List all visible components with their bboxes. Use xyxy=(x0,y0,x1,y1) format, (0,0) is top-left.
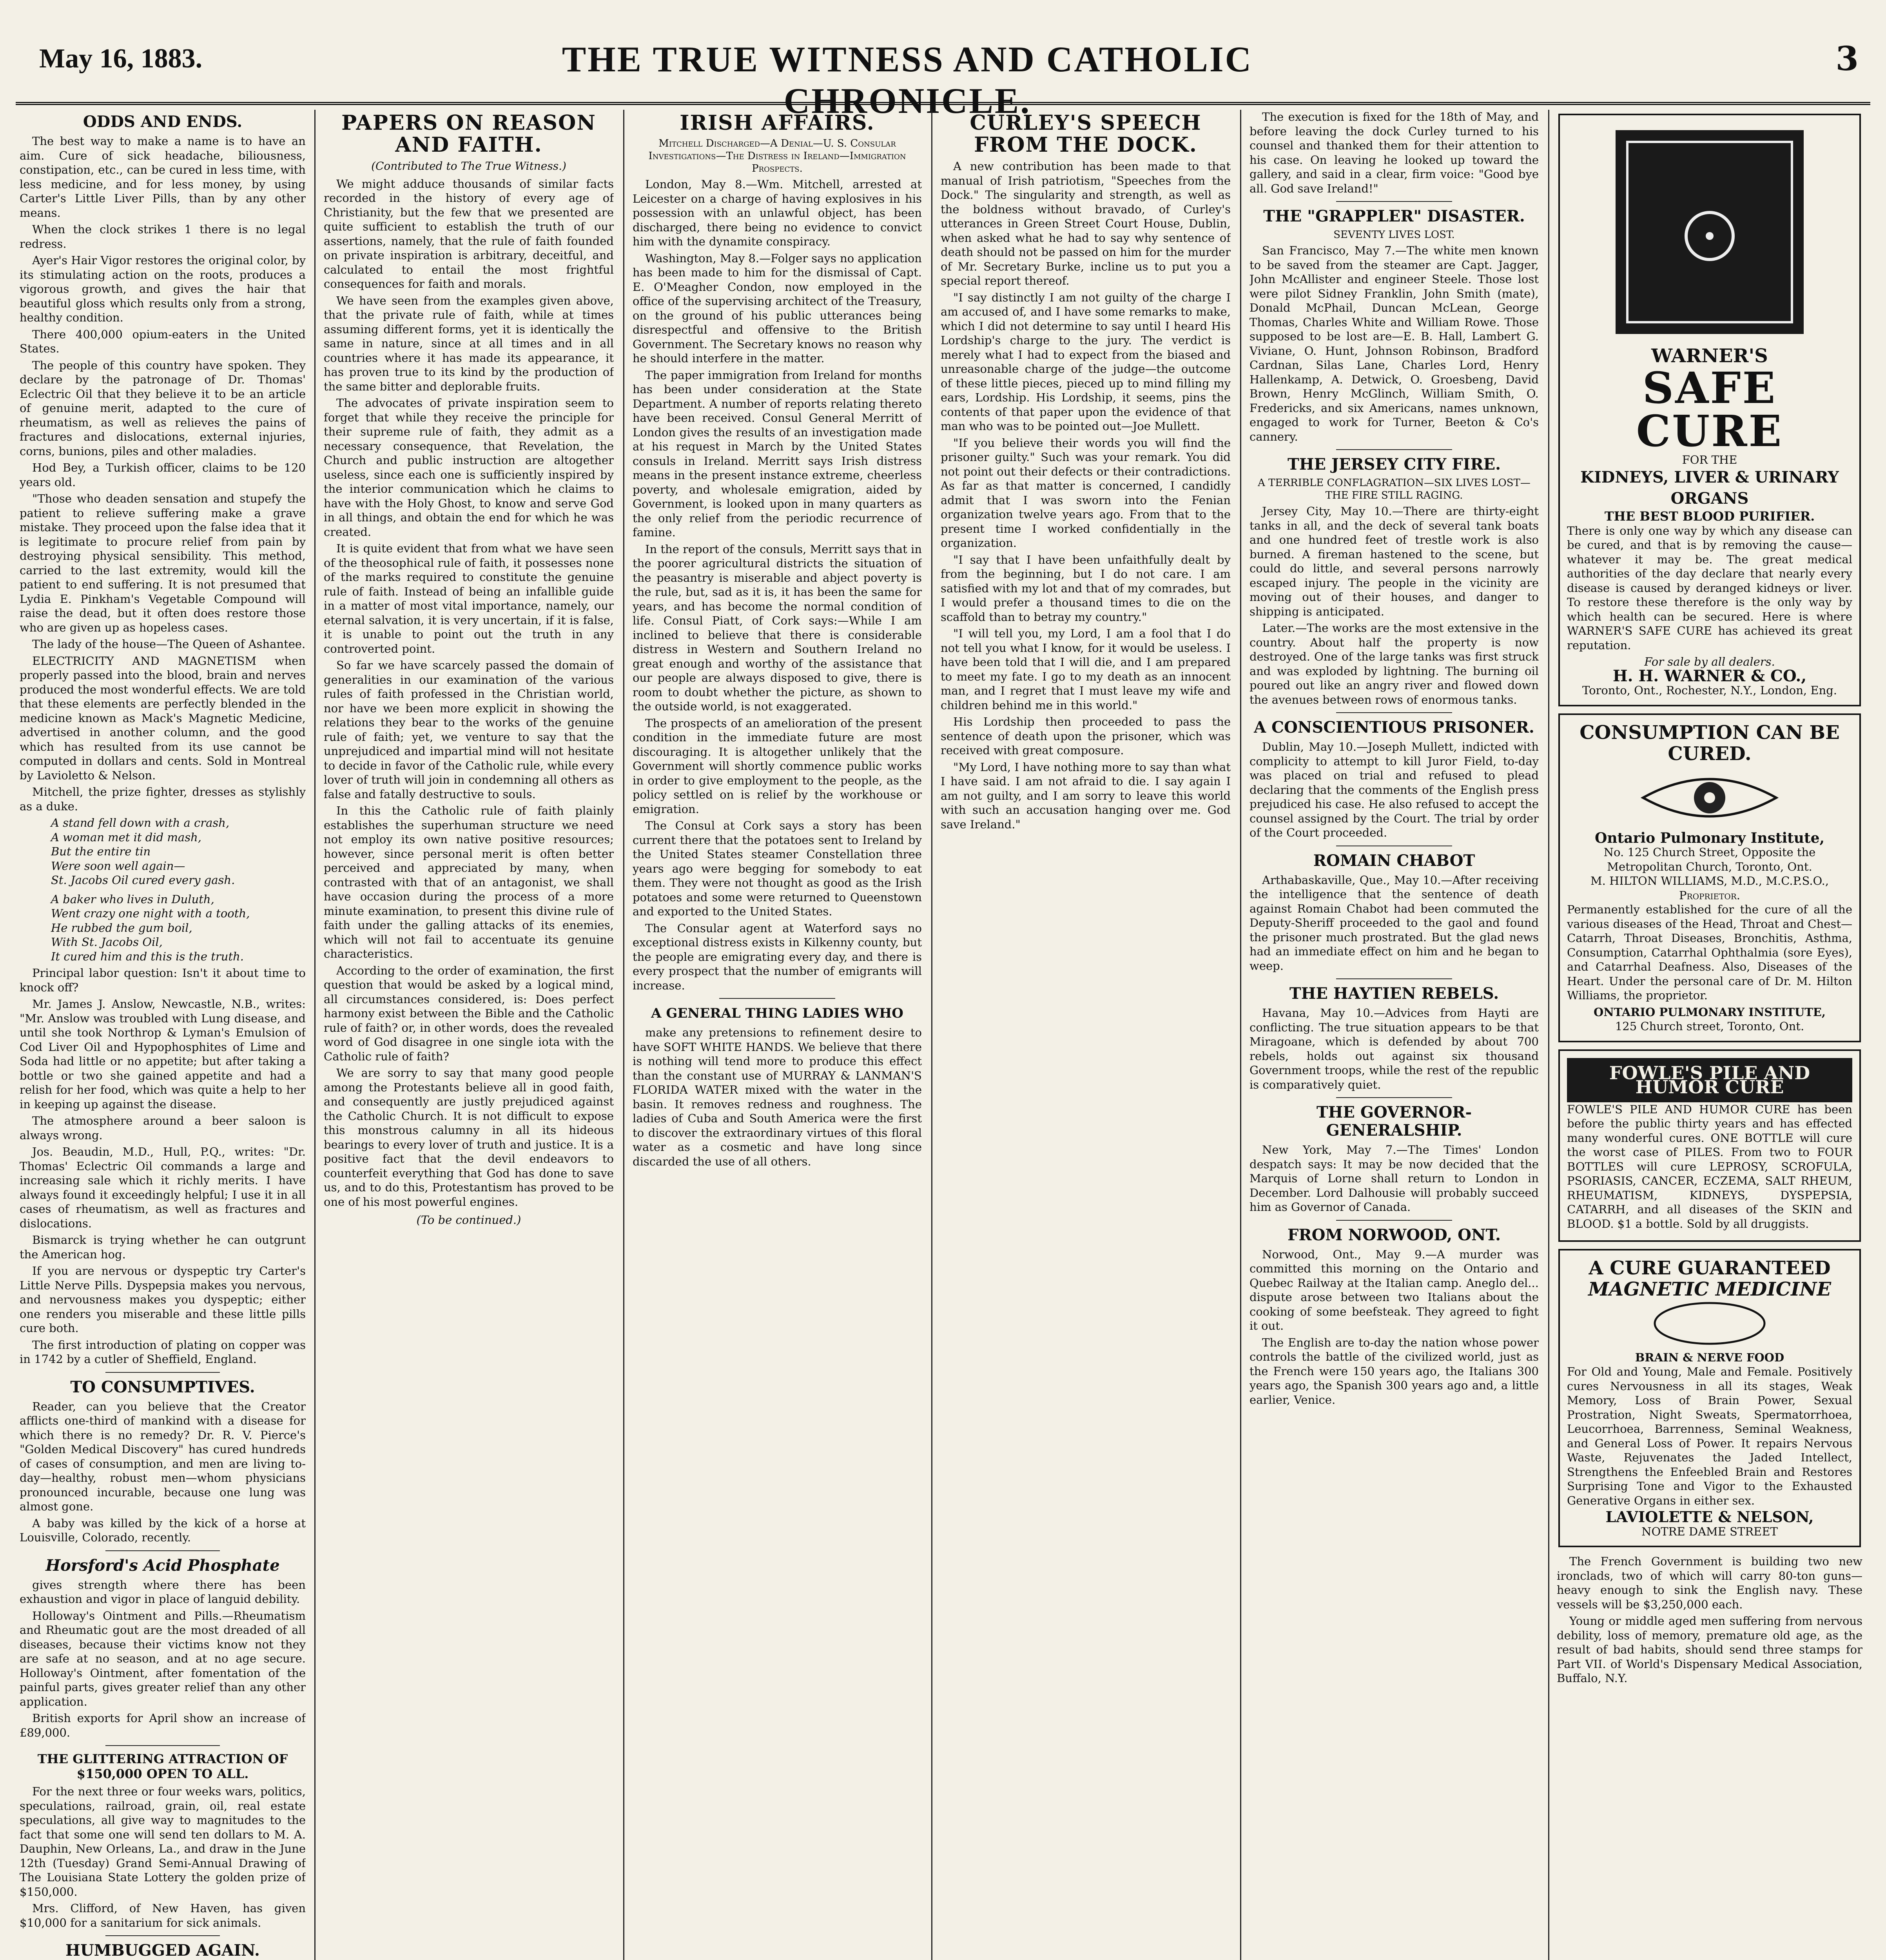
ad-address: 125 Church street, Toronto, Ont. xyxy=(1615,1020,1804,1033)
ad-big-word: SAFE xyxy=(1642,362,1777,413)
paragraph: The Consul at Cork says a story has been current there that the potatoes sent to Ireland by the United States steamer Constellation three years ago were begging for somebody to eat them. They were not thought as good as the Irish potatoes and some were returned to Queenstown and exported to the United States. xyxy=(633,819,922,918)
ad-dealer-address: NOTRE DAME STREET xyxy=(1641,1524,1778,1538)
paragraph: For the next three or four weeks wars, politics, speculations, railroad, grain, oil, real estate speculations, all give way to magnitudes to the fact that some one will send ten dollars to M. A. Dauphin, New Orleans, La., and draw in the June 12th (Tuesday) Grand Semi-Annual Drawing of The Louisiana State Lottery the golden prize of $150,000. xyxy=(20,1785,306,1898)
section-subhead: SEVENTY LIVES LOST. xyxy=(1333,229,1455,241)
paragraph: New York, May 7.—The Times' London despatch says: It may be now decided that the Marquis of Lorne shall return to London in December. Lord Dalhousie will probably succeed him as Governor of Canada. xyxy=(1249,1143,1539,1214)
continued-note: (To be continued.) xyxy=(416,1213,521,1227)
divider xyxy=(1336,201,1452,202)
ad-text: FOWLE'S PILE AND HUMOR CURE has been before the public thirty years and has effected many wonderful cures. ONE BOTTLE will cure the worst case of PILES. From two to FOUR BOTTLES will cure LEPROSY, SCROFULA, PSORIASIS, CANCER, ECZEMA, SALT RHEUM, RHEUMATISM, KIDNEYS, DYSPEPSIA, CATARRH, and all diseases of the SKIN and BLOOD. $1 a bottle. Sold by all druggists. xyxy=(1567,1102,1852,1230)
article-headline: CURLEY'S SPEECH FROM THE DOCK. xyxy=(970,111,1202,157)
verse-line: A stand fell down with a crash, xyxy=(51,816,230,829)
paragraph: Mitchell, the prize fighter, dresses as stylishly as a duke. xyxy=(20,785,306,813)
paragraph: "My Lord, I have nothing more to say than what I have said. I am not afraid to die. I say again I am not guilty, and I am sorry to leave this world with such an accusation hanging over me. God save Ireland." xyxy=(941,760,1231,831)
column-curleys-speech xyxy=(941,110,1231,1960)
paragraph: The first introduction of plating on copper was in 1742 by a cutler of Sheffield, England. xyxy=(20,1338,306,1366)
paragraph: Mr. James J. Anslow, Newcastle, N.B., writes: "Mr. Anslow was troubled with Lung disease, and until she took Northrop & Lyman's Emulsion of Cod Liver Oil and Hypophosphites of Lime and Soda had little or no appetite; but after taking a bottle or two she gained appetite and had a relish for her food, which was quite a help to her in keeping up against the disease. xyxy=(20,997,306,1111)
ad-dealer: LAVIOLETTE & NELSON, xyxy=(1605,1508,1814,1526)
ad-tagline: THE BEST BLOOD PURIFIER. xyxy=(1604,509,1815,524)
section-heading: A GENERAL THING LADIES WHO xyxy=(651,1005,903,1021)
paragraph: The paper immigration from Ireland for months has been under consideration at the State Department. A number of reports relating thereto have been received. Consul General Merritt of London gives the results of an investigation made at his request in March by the United States consuls in Ireland. Merritt says Irish distress means in the present instance extreme, cheerless poverty, and wholesale emigration, aided by Government, is looked upon in many quarters as the only relief from the periodic recurrence of famine. xyxy=(633,368,922,539)
paragraph: We might adduce thousands of similar facts recorded in the history of every age of Christianity, but the few that we presented are quite sufficient to establish the truth of our assertions, namely, that the rule of faith founded on private inspiration is arbitrary, deceitful, and calculated to entail the most frightful consequences for faith and morals. xyxy=(324,177,614,290)
paragraph: "I say that I have been unfaithfully dealt by from the beginning, but I do not care. I am satisfied with my lot and that of my comrades, but I would prefer a thousand times to die on the scaffold than to betray my country." xyxy=(941,553,1231,624)
paragraph: "Those who deaden sensation and stupefy the patient to relieve suffering make a grave mistake. They proceed upon the false idea that it is legitimate to procure relief from pain by destroying physical sensibility. This method, carried to the last extremity, would kill the patient to end suffering. It is not presumed that Lydia E. Pinkham's Vegetable Compound will raise the dead, but it often does restore those who are given up as hopeless cases. xyxy=(20,492,306,634)
divider xyxy=(1336,1220,1452,1221)
paragraph: ELECTRICITY AND MAGNETISM when properly passed into the blood, brain and nerves produced the most wonderful effects. We are told that these elements are perfectly blended in the medicine known as Mack's Magnetic Medicine, advertised in another column, and the good which has resulted from its use cannot be computed in dollars and cents. Sold in Montreal by Lavioletto & Nelson. xyxy=(20,654,306,782)
safe-icon xyxy=(1608,122,1812,342)
paragraph: British exports for April show an increase of £89,000. xyxy=(20,1711,306,1739)
column-news xyxy=(1249,110,1539,1960)
paragraph: Bismarck is trying whether he can outgrunt the American hog. xyxy=(20,1233,306,1261)
paragraph: So far we have scarcely passed the domain of generalities in our examination of the various rules of faith professed in the Christian world, nor have we been more explicit in showing the relations they bear to the works of the genuine rule of faith; yet, we venture to say that the unprejudiced and impartial mind will not hesitate to decide in favor of the Catholic rule, while every lover of truth will join in condemning all others as false and fatally destructive to souls. xyxy=(324,659,614,801)
verse-line: Were soon well again— xyxy=(51,859,185,873)
verse-line: It cured him and this is the truth. xyxy=(51,949,244,963)
paragraph: The advocates of private inspiration seem to forget that while they receive the principle for their supreme rule of faith, they admit as a necessary consequence, that Revelation, the Church and public instruction are altogether useless, since each one is sufficiently inspired by the interior communication which he claims to have with the Holy Ghost, to know and serve God in all things, and obtain the end for which he was created. xyxy=(324,396,614,539)
paragraph: A new contribution has been made to that manual of Irish patriotism, "Speeches from the Dock." The singularity and strength, as well as the boldness without bravado, of Curley's utterances in Green Street Court House, Dublin, when asked what he had to say why sentence of death should not be passed on him for the murder of Mr. Secretary Burke, incline us to put you a special report thereof. xyxy=(941,160,1231,287)
paragraph: In this the Catholic rule of faith plainly establishes the superhuman structure we need not employ its own native positive resources; however, since personal merit is often better perceived and appreciated by many, when contrasted with that of an antagonist, we shall have occasion during the process of a more minute examination, to present this divine rule of faith under the galling attacks of its enemies, which will not fail to accentuate its genuine characteristics. xyxy=(324,804,614,960)
masthead xyxy=(16,27,1870,121)
ad-for: FOR THE xyxy=(1682,453,1737,466)
ad-brand: WARNER'S xyxy=(1651,345,1768,367)
paragraph: Arthabaskaville, Que., May 10.—After receiving the intelligence that the sentence of death against Romain Chabot had been commuted the Deputy-Sheriff proceeded to the gaol and found the prisoner much prostrated. But the glad news had an immediate effect on him and he began to weep. xyxy=(1249,873,1539,973)
column-reason-and-faith xyxy=(324,110,614,1960)
verse-line: But the entire tin xyxy=(51,845,151,858)
paragraph: The best way to make a name is to have an aim. Cure of sick headache, biliousness, constipation, etc., can be cured in less time, with less medicine, and for less money, by using Carter's Little Liver Pills, than by any other means. xyxy=(20,134,306,220)
paragraph: The Consular agent at Waterford says no exceptional distress exists in Kilkenny county, but the people are emigrating every day, and there is every prospect that the number of emigrants will increase. xyxy=(633,921,922,992)
paragraph: In the report of the consuls, Merritt says that in the poorer agricultural districts the situation of the peasantry is miserable and abject poverty is the rule, but, sad as it is, it has been the same for years, and has become the normal condition of life. Consul Piatt, of Cork says:—While I am inclined to believe that there is considerable distress in Western and Southern Ireland no great enough and worthy of the assistance that our people are always disposed to give, there is room to doubt whether the picture, as shown to the outside world, is not exaggerated. xyxy=(633,542,922,713)
paragraph: Holloway's Ointment and Pills.—Rheumatism and Rheumatic gout are the most dreaded of all diseases, because their victims know not they are safe at no season, and at no age secure. Holloway's Ointment, after fomentation of the painful parts, gives greater relief than any other application. xyxy=(20,1609,306,1708)
column-rule xyxy=(1548,110,1549,1960)
ad-fowles-pile-cure xyxy=(1558,1049,1861,1242)
paragraph: Jersey City, May 10.—There are thirty-eight tanks in all, and the deck of several tank boats and one hundred feet of trestle work is also burned. A fireman hastened to the scene, but could do little, and several persons narrowly escaped injury. The people in the vicinity are moving out of their houses, and danger to shipping is anticipated. xyxy=(1249,505,1539,618)
column-rule xyxy=(931,110,932,1960)
paragraph: His Lordship then proceeded to pass the sentence of death upon the prisoner, which was received with great composure. xyxy=(941,715,1231,757)
ad-address: ONTARIO PULMONARY INSTITUTE, xyxy=(1594,1005,1826,1019)
ad-title: KIDNEYS, LIVER & URINARY ORGANS xyxy=(1580,468,1839,508)
eye-icon xyxy=(1639,768,1780,827)
ad-text: Permanently established for the cure of all the various diseases of the Head, Throat and Chest—Catarrh, Throat Diseases, Bronchitis, Asthma, Consumption, Catarrhal Ophthalmia (sore Eyes), and Catarrhal Deafness. Also, Diseases of the Heart. Under the personal care of Dr. M. Hilton Williams, the proprietor. xyxy=(1567,903,1852,1002)
ad-title: A CURE GUARANTEED xyxy=(1589,1257,1831,1279)
paragraph: If you are nervous or dyspeptic try Carter's Little Nerve Pills. Dyspepsia makes you nervous, and nervousness makes you dyspeptic; either one renders you miserable and these little pills cure both. xyxy=(20,1264,306,1335)
paragraph: The French Government is building two new ironclads, two of which will carry 80-ton guns—heavy enough to sink the English navy. These vessels will be $3,250,000 each. xyxy=(1557,1555,1862,1611)
paragraph: Norwood, Ont., May 9.—A murder was committed this morning on the Ontario and Quebec Railway at the Italian camp. Aneglo del... dispute arose between two Italians about the cooking of some beefsteak. They agreed to fight it out. xyxy=(1249,1247,1539,1332)
ad-text: There is only one way by which any disease can be cured, and that is by removing the cause—whatever it may be. The great medical authorities of the day declare that nearly every disease is caused by deranged kidneys or liver. To restore these therefore is the only way by which health can be secured. Here is where WARNER'S SAFE CURE has achieved its great reputation. xyxy=(1567,524,1852,652)
newspaper-title: THE TRUE WITNESS AND CATHOLIC CHRONICLE. xyxy=(562,39,1253,121)
ad-address: No. 125 Church Street, Opposite the Metropolitan Church, Toronto, Ont. xyxy=(1603,846,1816,873)
paragraph: The English are to-day the nation whose power controls the battle of the civilized world, just as the French were 150 years ago, the Italians 300 years ago, the Spanish 300 years ago and, a little earlier, Venice. xyxy=(1249,1336,1539,1406)
ad-address: Toronto, Ont., Rochester, N.Y., London, Eng. xyxy=(1582,684,1837,697)
verse-line: St. Jacobs Oil cured every gash. xyxy=(51,873,235,887)
paragraph: The atmosphere around a beer saloon is always wrong. xyxy=(20,1114,306,1142)
ad-text: For Old and Young, Male and Female. Positively cures Nervousness in all its stages, Weak Memory, Loss of Brain Power, Sexual Prostration, Night Sweats, Spermatorrhoea, Leucorrhoea, Barrenness, Seminal Weakness, and General Loss of Power. It repairs Nervous Waste, Rejuvenates the Jaded Intellect, Strengthens the Enfeebled Brain and Restores Surprising Tone and Vigor to the Exhausted Generative Organs in either sex. xyxy=(1567,1365,1852,1507)
ad-banner: FOWLE'S PILE AND HUMOR CURE xyxy=(1567,1058,1852,1102)
paragraph: Later.—The works are the most extensive in the country. About half the property is now destroyed. One of the large tanks was first struck and was exploded by lightning. The burning oil poured out like an angry river and flowed down the avenues between rows of enormous tanks. xyxy=(1249,621,1539,706)
paragraph: San Francisco, May 7.—The white men known to be saved from the steamer are Capt. Jagger, John McAllister and engineer Steele. Those lost were pilot Sidney Franklin, John Smith (mate), Donald McPhail, Duncan McLean, George Thomas, Charles White and William Rowe. Those supposed to be lost are—E. B. Hall, Lambert G. Viviane, O. Hunt, Johnson Robinson, Bradford Cardnan, Silas Lane, Charles Lord, Henry Hallenkamp, A. Detwick, O. Groesbeng, David Brown, Henry McGlinch, William Smith, O. Fredericks, and six Americans, names unknown, engaged to work for Turner, Beeton & Co's cannery. xyxy=(1249,244,1539,443)
paragraph: The prospects of an amelioration of the present condition in the immediate future are most discouraging. It is altogether unlikely that the Government will shortly commence public works in order to give employment to the people, as the policy settled on is relief by the workhouse or emigration. xyxy=(633,716,922,816)
ad-big-word: CURE xyxy=(1636,405,1783,456)
section-heading: A CONSCIENTIOUS PRISONER. xyxy=(1254,718,1534,737)
divider xyxy=(1336,978,1452,979)
ad-magnetic-medicine xyxy=(1558,1249,1861,1547)
verse xyxy=(51,816,306,964)
verse-line: Went crazy one night with a tooth, xyxy=(51,907,250,920)
section-subhead: A TERRIBLE CONFLAGRATION—SIX LIVES LOST—THE FIRE STILL RAGING. xyxy=(1258,477,1531,501)
divider xyxy=(1336,712,1452,713)
section-heading: Horsford's Acid Phosphate xyxy=(45,1556,280,1575)
article-headline: IRISH AFFAIRS. xyxy=(680,111,875,135)
paragraph: A baby was killed by the kick of a horse at Louisville, Colorado, recently. xyxy=(20,1516,306,1544)
column-irish-affairs xyxy=(633,110,922,1960)
divider xyxy=(105,1550,220,1551)
section-heading: THE JERSEY CITY FIRE. xyxy=(1287,455,1501,474)
divider xyxy=(1336,1097,1452,1098)
ad-warners-safe-cure xyxy=(1558,114,1861,706)
paragraph: We are sorry to say that many good people among the Protestants believe all in good faith, and consequently are justly prejudiced against the Catholic Church. It is not difficult to expose this monstrous calumny in all its hideous bearings to every lover of truth and justice. It is a positive fact that the devil endeavors to counterfeit everything that God has done to save us, and to do this, Protestantism has proved to be one of his most powerful engines. xyxy=(324,1066,614,1209)
ad-sold: For sale by all dealers. xyxy=(1644,655,1775,668)
column-rule xyxy=(1240,110,1241,1960)
paragraph: Dublin, May 10.—Joseph Mullett, indicted with complicity to attempt to kill Juror Field, to-day was placed on trial and refused to plead declaring that the comments of the English press prejudiced his case. He also refused to accept the counsel assigned by the Court. The trial by order of the Court proceeded. xyxy=(1249,740,1539,839)
section-heading: ROMAIN CHABOT xyxy=(1313,851,1475,870)
paragraph: "I say distinctly I am not guilty of the charge I am accused of, and I have some remarks to make, which I did not determine to say until I heard His Lordship's charge to the jury. The verdict is merely what I had to expect from the biased and unreasonable charge of the judge—the outcome of these little pieces, pieced up to mind filling my ears, Lordship. His Lordship, it seems, pins the contents of that paper upon the evidence of that man who was to be pointed out—Joe Mullett. xyxy=(941,290,1231,433)
ad-subtitle: MAGNETIC MEDICINE xyxy=(1588,1278,1831,1300)
divider xyxy=(105,1372,220,1373)
ad-maker: H. H. WARNER & CO., xyxy=(1612,666,1807,685)
ad-doctor: M. HILTON WILLIAMS, M.D., M.C.P.S.O., Proprietor. xyxy=(1590,874,1829,902)
paragraph: Principal labor question: Isn't it about time to knock off? xyxy=(20,966,306,994)
divider xyxy=(1336,449,1452,450)
divider xyxy=(105,1935,220,1936)
issue-date: May 16, 1883. xyxy=(39,44,203,74)
paragraph: Washington, May 8.—Folger says no application has been made to him for the dismissal of Capt. E. O'Meagher Condon, now employed in the office of the supervising architect of the Treasury, on the ground of his public utterances being disrespectful and offensive to the British Government. The Secretary knows no reason why he should interfere in the matter. xyxy=(633,251,922,365)
ad-trade: BRAIN & NERVE FOOD xyxy=(1635,1350,1784,1364)
ad-consumption xyxy=(1558,713,1861,1042)
column-rule xyxy=(314,110,316,1960)
ad-institute: Ontario Pulmonary Institute, xyxy=(1594,829,1825,846)
column-odds-and-ends xyxy=(20,110,306,1960)
page-number: 3 xyxy=(1835,39,1859,78)
paragraph: Hod Bey, a Turkish officer, claims to be 120 years old. xyxy=(20,461,306,489)
verse-line: With St. Jacobs Oil, xyxy=(51,935,163,949)
paragraph: We have seen from the examples given above, that the private rule of faith, while at times assuming different forms, yet it is identically the same in nature, since at all times and in all countries where it has made its appearance, it has proven true to its kind by the production of the same bitter and deplorable fruits. xyxy=(324,294,614,393)
section-heading: THE GOVERNOR-GENERALSHIP. xyxy=(1316,1103,1472,1140)
article-subhead: Mitchell Discharged—A Denial—U. S. Consular Investigations—The Distress in Ireland—Immigration Prospects. xyxy=(648,138,906,174)
paragraph: Jos. Beaudin, M.D., Hull, P.Q., writes: "Dr. Thomas' Eclectric Oil commands a large and increasing sale which it richly merits. I have always found it exceedingly helpful; I use it in all cases of rheumatism, as well as fractures and dislocations. xyxy=(20,1145,306,1230)
verse-line: He rubbed the gum boil, xyxy=(51,921,192,935)
paragraph: The execution is fixed for the 18th of May, and before leaving the dock Curley turned to his counsel and thanked them for their attention to his case. On leaving he looked up toward the gallery, and said in a clear, firm voice: "Good bye all. God save Ireland!" xyxy=(1249,110,1539,195)
paragraph: There 400,000 opium-eaters in the United States. xyxy=(20,327,306,355)
section-heading: FROM NORWOOD, ONT. xyxy=(1287,1225,1501,1244)
section-heading: THE "GRAPPLER" DISASTER. xyxy=(1263,207,1525,225)
section-heading: HUMBUGGED AGAIN. xyxy=(65,1941,260,1960)
divider xyxy=(719,998,835,999)
paragraph: The lady of the house—The Queen of Ashantee. xyxy=(32,637,306,651)
paragraph: Reader, can you believe that the Creator afflicts one-third of mankind with a disease for which there is no remedy? Dr. R. V. Pierce's "Golden Medical Discovery" has cured hundreds of cases of consumption, and men are living to-day—healthy, robust men—whom physicians pronounced incurable, because one lung was almost gone. xyxy=(20,1399,306,1513)
paragraph: Mrs. Clifford, of New Haven, has given $10,000 for a sanitarium for sick animals. xyxy=(20,1902,306,1929)
paragraph: When the clock strikes 1 there is no legal redress. xyxy=(20,223,306,250)
section-heading: THE HAYTIEN REBELS. xyxy=(1289,984,1499,1003)
paragraph: "If you believe their words you will find the prisoner guilty." Such was your remark. You did not point out their defects or their contradictions. As far as that matter is concerned, I candidly admit that I was sworn into the Fenian organization twelve years ago. From that to the present time I worked confidentially in the organization. xyxy=(941,436,1231,550)
paragraph: "I will tell you, my Lord, I am a fool that I do not tell you what I know, for it would be useless. I have been told that I will die, and I am prepared to meet my fate. I go to my death as an innocent man, and I regret that I must leave my wife and children behind me in this world." xyxy=(941,627,1231,712)
paragraph: make any pretensions to refinement desire to have SOFT WHITE HANDS. We believe that there is nothing will tend more to produce this effect than the constant use of MURRAY & LANMAN'S FLORIDA WATER mixed with the water in the basin. It removes redness and roughness. The ladies of Cuba and South America were the first to discover the extraordinary virtues of this floral water as a cosmetic and have long since discarded the use of all others. xyxy=(633,1026,922,1168)
section-heading: THE GLITTERING ATTRACTION OF $150,000 OPEN TO ALL. xyxy=(37,1751,288,1781)
trademark-icon xyxy=(1651,1300,1768,1347)
verse-line: A baker who lives in Duluth, xyxy=(51,892,214,906)
paragraph: London, May 8.—Wm. Mitchell, arrested at Leicester on a charge of having explosives in his possession with an unlawful object, has been discharged, there being no evidence to convict him with the dynamite conspiracy. xyxy=(633,178,922,248)
paragraph: According to the order of examination, the first question that would be asked by a logical mind, all circumstances considered, is: Does perfect harmony exist between the Bible and the Catholic rule of faith? or, in other words, does the revealed word of God disagree in one single iota with the Catholic rule of faith? xyxy=(324,964,614,1063)
paragraph: Ayer's Hair Vigor restores the original color, by its stimulating action on the roots, produces a vigorous growth, and gives the hair that beautiful gloss which results only from a strong, healthy condition. xyxy=(20,254,306,324)
article-subhead: (Contributed to The True Witness.) xyxy=(371,160,566,172)
paragraph: Havana, May 10.—Advices from Hayti are conflicting. The true situation appears to be that Miragoane, which is defended by about 700 rebels, holds out against six thousand Government troops, while the rest of the republic is comparatively quiet. xyxy=(1249,1006,1539,1091)
section-heading: TO CONSUMPTIVES. xyxy=(70,1377,255,1396)
column-advertisements xyxy=(1557,110,1862,1960)
column-rule xyxy=(623,110,624,1960)
paragraph: The people of this country have spoken. They declare by the patronage of Dr. Thomas' Eclectric Oil that they believe it to be an article of genuine merit, adapted to the cure of rheumatism, as well as relieves the pains of fractures and dislocations, external injuries, corns, bunions, piles and other maladies. xyxy=(20,358,306,458)
paragraph: Young or middle aged men suffering from nervous debility, loss of memory, premature old age, as the result of bad habits, should send three stamps for Part VII. of World's Dispensary Medical Association, Buffalo, N.Y. xyxy=(1557,1614,1862,1685)
verse-line: A woman met it did mash, xyxy=(51,830,201,844)
section-heading: ODDS AND ENDS. xyxy=(83,113,243,131)
paragraph: gives strength where there has been exhaustion and vigor in place of languid debility. xyxy=(20,1578,306,1606)
article-headline: PAPERS ON REASON AND FAITH. xyxy=(341,111,596,157)
ad-title: CONSUMPTION CAN BE CURED. xyxy=(1580,721,1840,765)
paragraph: It is quite evident that from what we have seen of the theosophical rule of faith, it possesses none of the marks required to constitute the genuine rule of faith. Instead of being an infallible guide in a matter of most vital importance, namely, our eternal salvation, it is very uncertain, if it is false, it is unable to point out the truth in any controverted point. xyxy=(324,542,614,655)
divider xyxy=(105,1745,220,1746)
